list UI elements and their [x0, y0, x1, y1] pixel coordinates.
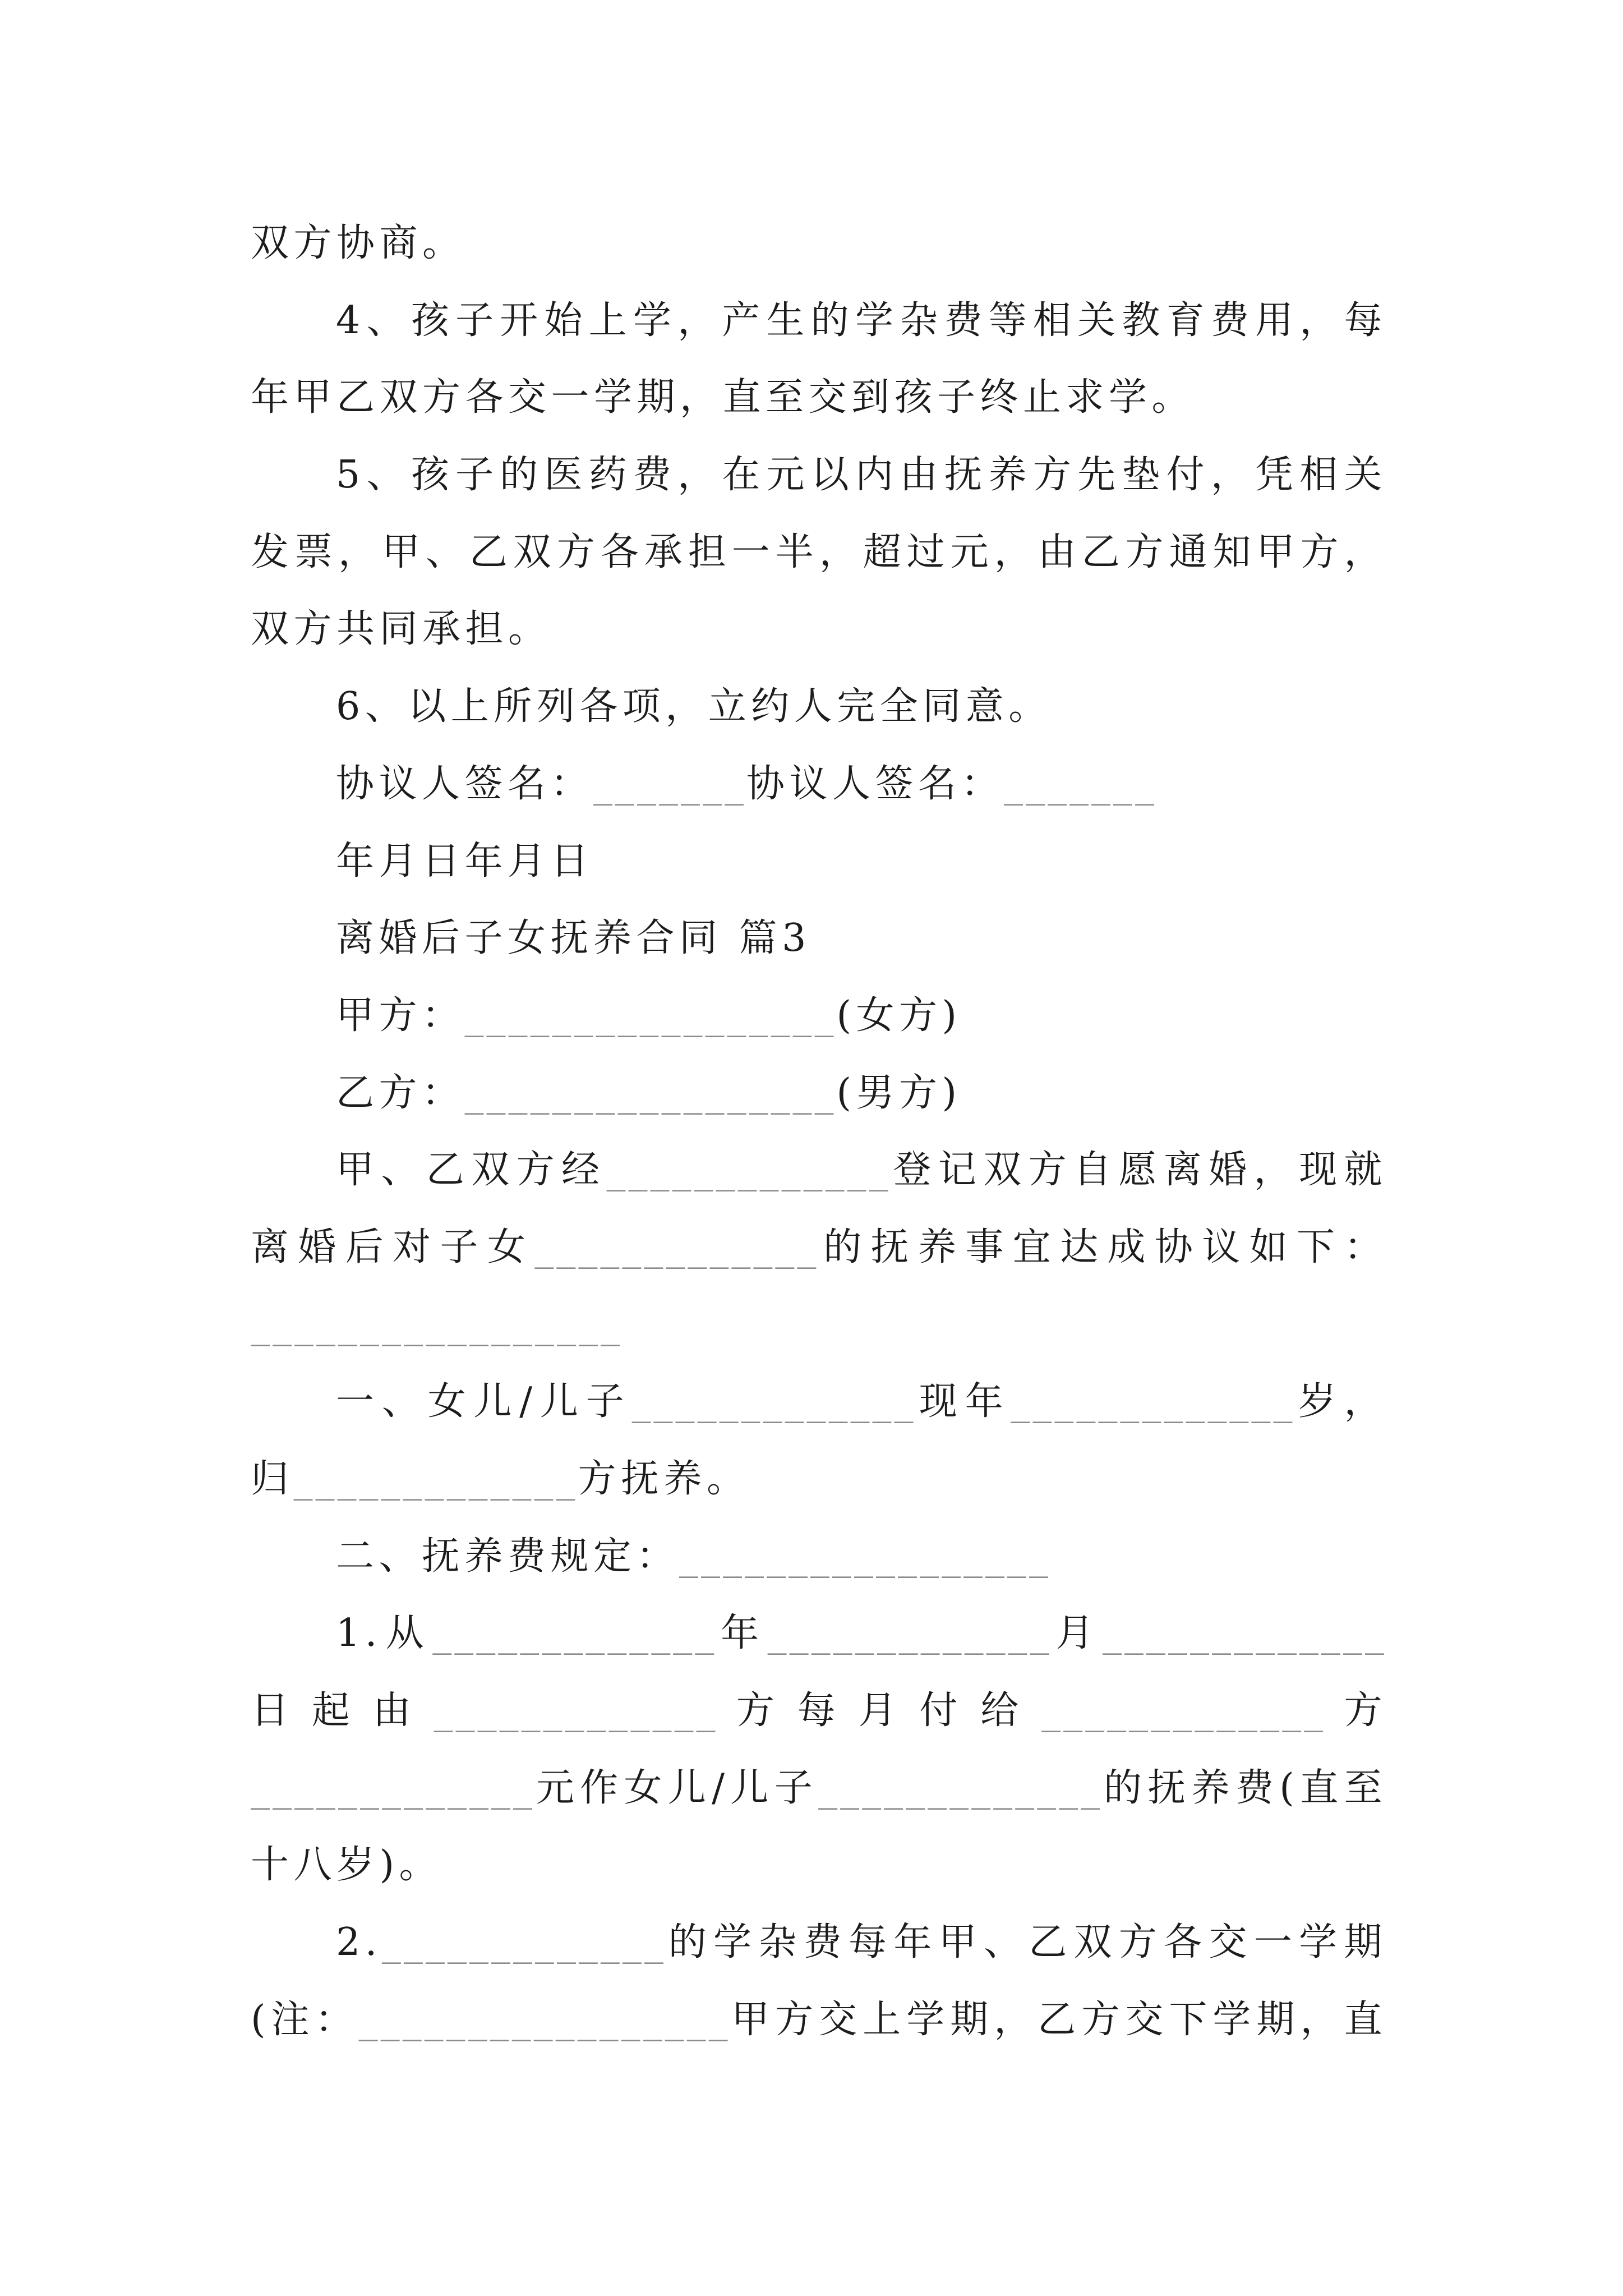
fill-in-blank: _______ — [1004, 761, 1158, 806]
article-2-item-2-continuation-line: (注：_________________甲方交上学期，乙方交下学期，直 — [251, 1997, 1387, 2042]
fill-in-blank: _____________ — [1103, 1611, 1387, 1656]
clause-4-continuation-line: 年甲乙双方各交一学期，直至交到孩子终止求学。 — [251, 375, 1195, 420]
article-1-line: 一、女儿/儿子_____________现年_____________岁， — [336, 1379, 1387, 1424]
party-b-line: 乙方：_________________(男方) — [336, 1070, 962, 1115]
article-2-item-1-continuation-line: 日起由_____________方每月付给_____________方 — [251, 1688, 1387, 1733]
fill-in-blank: _____________ — [381, 1920, 666, 1965]
fill-in-blank: _________________ — [358, 1997, 731, 2042]
clause-5-continuation-line: 发票，甲、乙双方各承担一半，超过元，由乙方通知甲方， — [251, 530, 1387, 574]
fill-in-blank: _________________ — [251, 1302, 623, 1347]
fill-in-blank: _____________ — [606, 1148, 891, 1193]
fill-in-blank: _____________ — [1041, 1688, 1326, 1733]
fill-in-blank: _____________ — [293, 1457, 578, 1501]
fill-in-blank: _________________ — [679, 1534, 1052, 1579]
blank-line — [251, 1286, 1387, 1364]
fill-in-blank: _____________ — [432, 1611, 717, 1656]
article-2-item-1-continuation-line: 十八岁)。 — [251, 1843, 442, 1888]
article-2-item-2-line: 2._____________的学杂费每年甲、乙双方各交一学期 — [336, 1920, 1387, 1965]
fill-in-blank: _________________ — [464, 1070, 837, 1115]
signature-line: 协议人签名：_______协议人签名：_______ — [336, 761, 1158, 806]
article-1-continuation-line: 归_____________方抚养。 — [251, 1457, 750, 1501]
document-body — [251, 205, 1387, 2059]
clause-4-line: 4、孩子开始上学，产生的学杂费等相关教育费用，每 — [336, 298, 1387, 343]
section-title: 离婚后子女抚养合同 篇3 — [336, 916, 811, 961]
preamble-line: 甲、乙双方经_____________登记双方自愿离婚，现就 — [336, 1148, 1387, 1193]
date-line: 年月日年月日 — [336, 839, 594, 884]
clause-5-line: 5、孩子的医药费，在元以内由抚养方先垫付，凭相关 — [336, 453, 1387, 498]
article-2-item-1-continuation-line: _____________元作女儿/儿子_____________的抚养费(直至 — [251, 1765, 1387, 1810]
fill-in-blank: _____________ — [631, 1379, 916, 1424]
fill-in-blank: _____________ — [1011, 1379, 1295, 1424]
party-a-line: 甲方：_________________(女方) — [336, 993, 962, 1038]
article-2-item-1-line: 1.从_____________年_____________月_____________ — [336, 1611, 1387, 1656]
fill-in-blank: _______ — [593, 761, 747, 806]
clause-6-line: 6、以上所列各项，立约人完全同意。 — [336, 684, 1052, 729]
fill-in-blank: _____________ — [434, 1688, 718, 1733]
preamble-continuation-line: 离婚后对子女_____________的抚养事宜达成协议如下： — [251, 1225, 1387, 1269]
fill-in-blank: _________________ — [464, 993, 837, 1038]
fill-in-blank: _____________ — [251, 1765, 535, 1810]
fill-in-blank: _____________ — [534, 1225, 819, 1269]
fill-in-blank: _____________ — [818, 1765, 1103, 1810]
article-2-heading: 二、抚养费规定：_________________ — [336, 1534, 1052, 1579]
clause-3-continuation-line: 双方协商。 — [251, 221, 465, 265]
fill-in-blank: _____________ — [767, 1611, 1052, 1656]
clause-5-continuation-line: 双方共同承担。 — [251, 607, 551, 652]
